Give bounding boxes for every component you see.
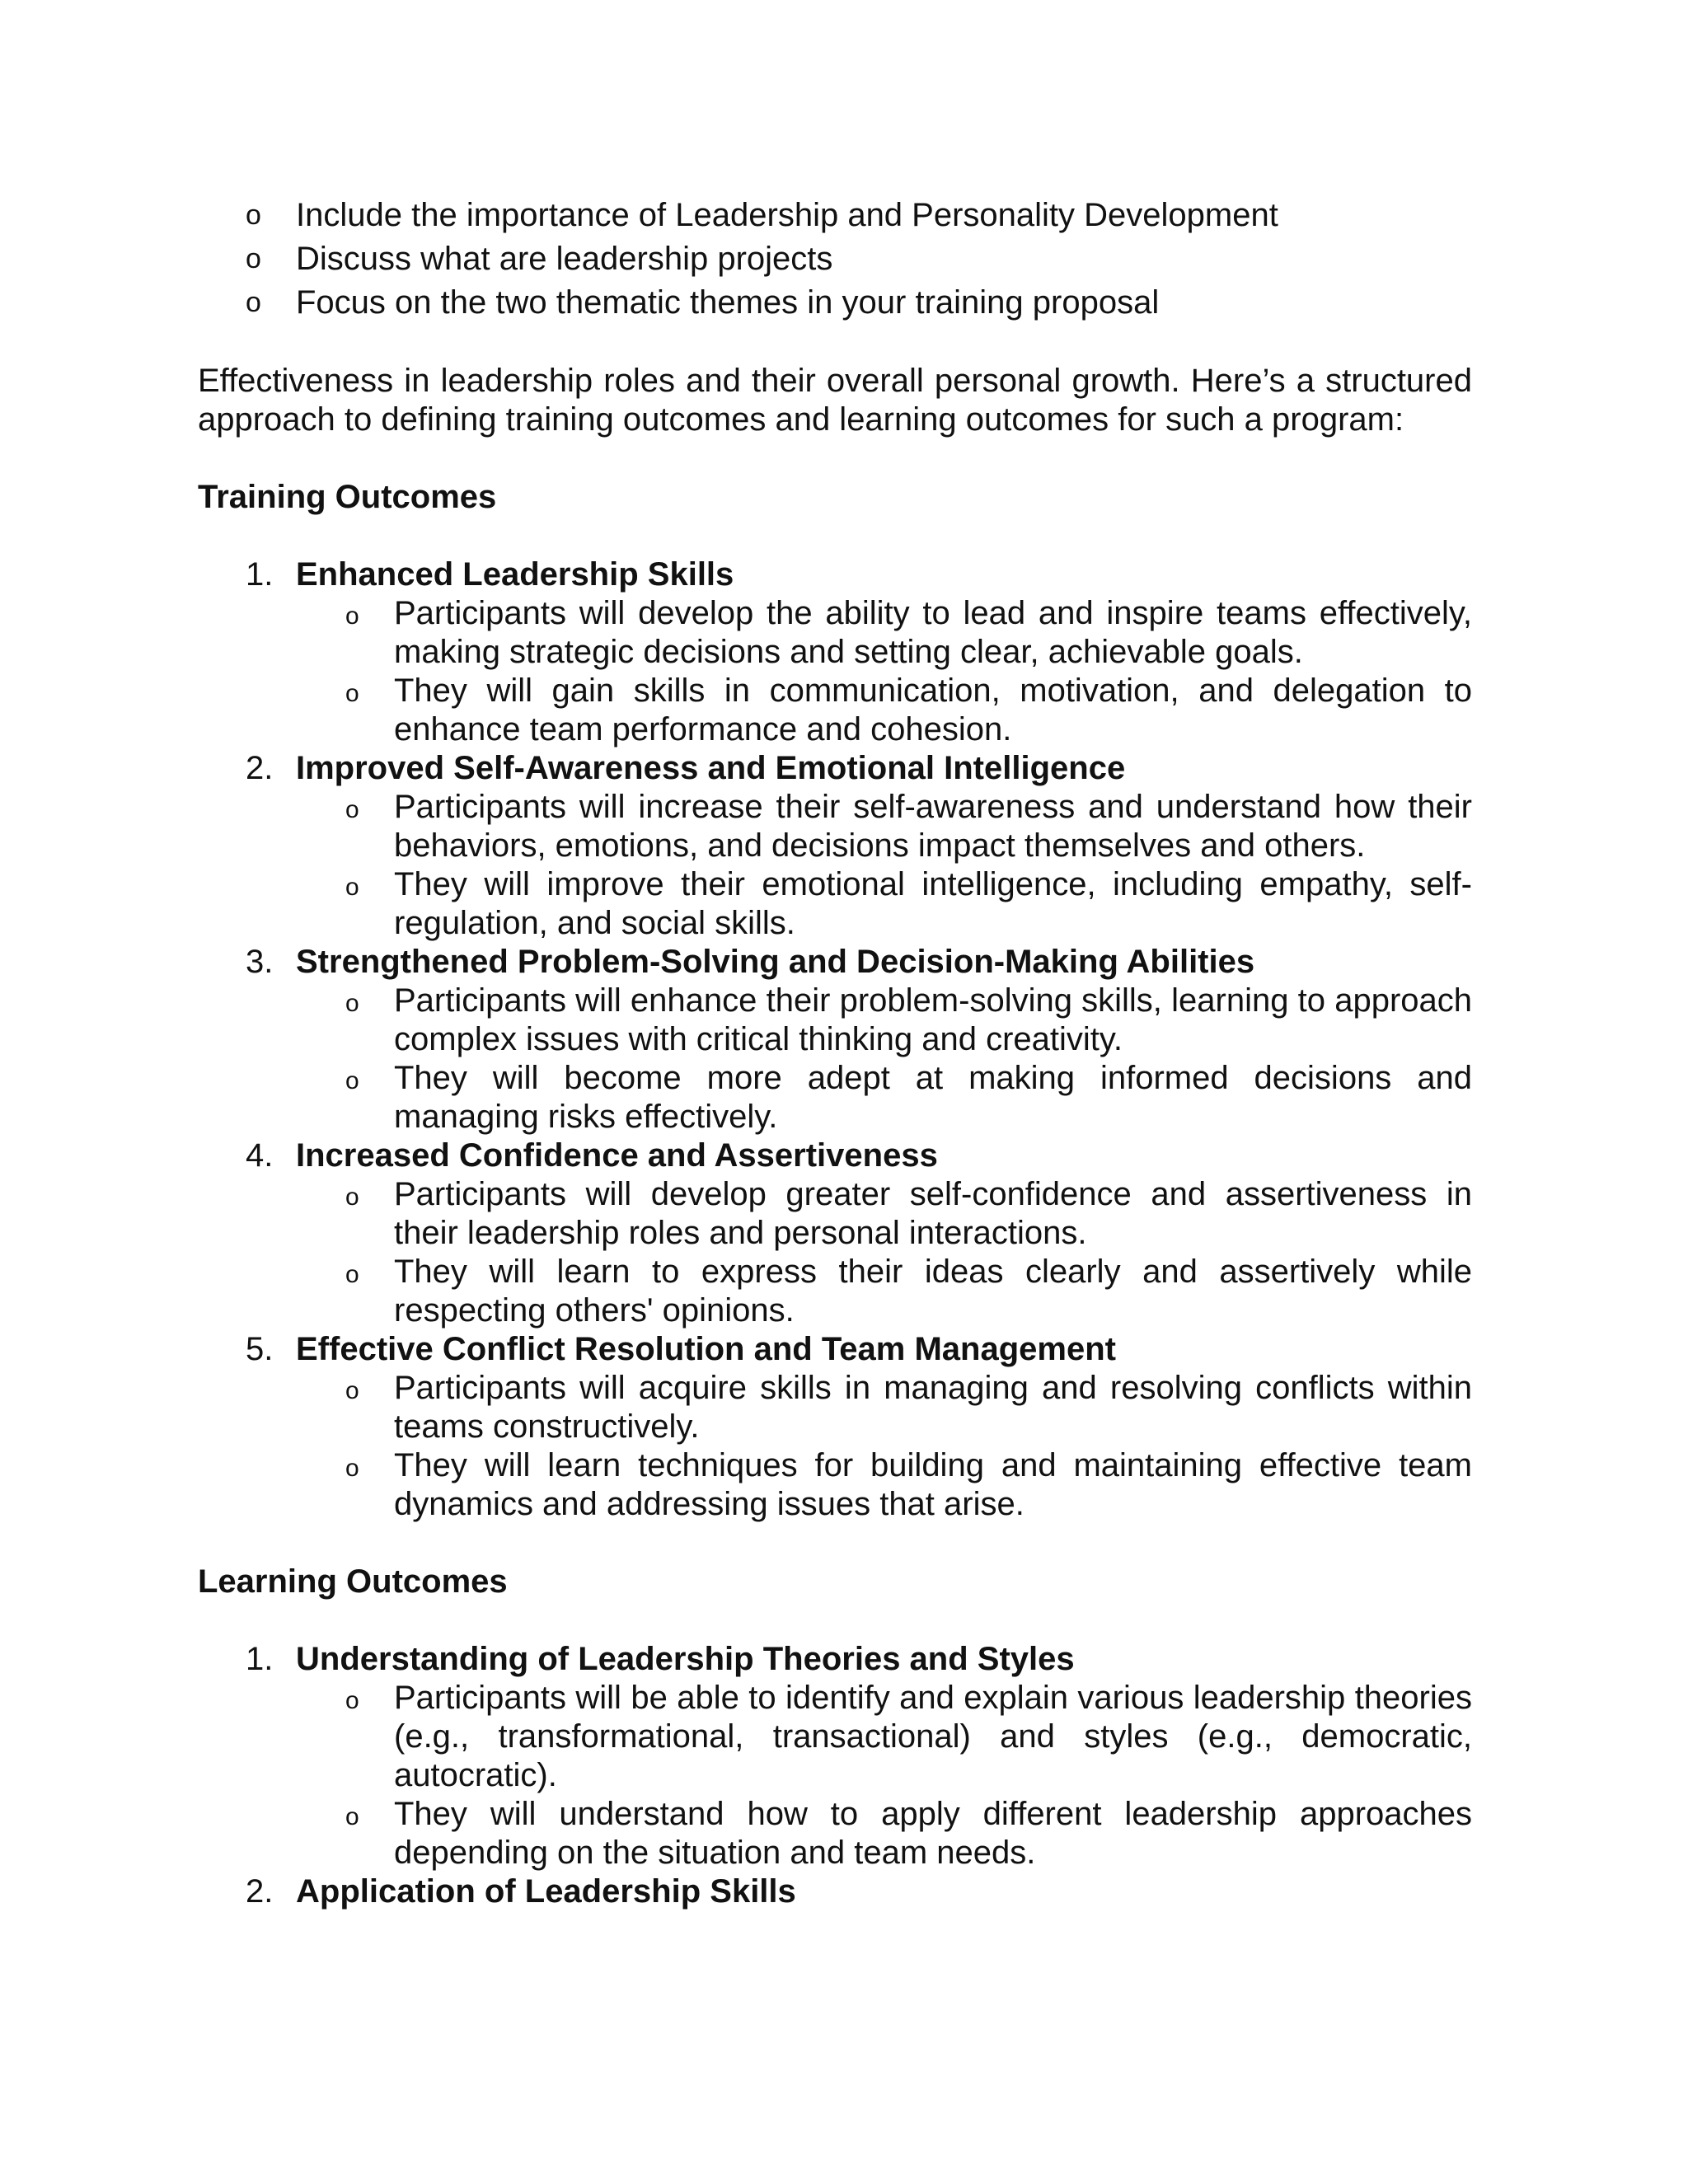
- list-item: o They will learn to express their ideas clearly and assertively while respecting others' opinions.: [345, 1254, 1472, 1329]
- list-item: o They will improve their emotional intelligence, including empathy, self-regulation, and social skills.: [345, 866, 1472, 941]
- item-number: 2.: [246, 750, 274, 786]
- bullet-icon: o: [345, 1803, 359, 1830]
- list-item: o Focus on the two thematic themes in your training proposal: [246, 284, 1160, 321]
- sub-bullet-list: [296, 1369, 1472, 1524]
- list-item: o Participants will develop greater self-confidence and assertiveness in their leadership roles and personal interactions.: [345, 1176, 1472, 1251]
- bullet-icon: o: [345, 1377, 359, 1404]
- item-number: 3.: [246, 944, 274, 980]
- list-item: o They will learn techniques for building and maintaining effective team dynamics and addressing issues that arise.: [345, 1447, 1472, 1522]
- list-item: o Participants will acquire skills in managing and resolving conflicts within teams constructively.: [345, 1370, 1472, 1445]
- learning-outcomes-heading: Learning Outcomes: [198, 1563, 508, 1600]
- sub-bullet-list: [296, 1175, 1472, 1330]
- intro-bullet-list: [198, 196, 1472, 322]
- outcome-item: [198, 749, 1472, 943]
- training-outcomes-list: [198, 555, 1472, 1524]
- item-number: 5.: [246, 1331, 274, 1367]
- list-item: o They will understand how to apply different leadership approaches depending on the situation and team needs.: [345, 1796, 1472, 1871]
- bullet-icon: o: [345, 1261, 359, 1288]
- list-item: o Participants will be able to identify and explain various leadership theories (e.g., transformational, transactional) and styles (e.g., democratic, autocratic).: [345, 1680, 1472, 1793]
- sub-bullet-list: [296, 594, 1472, 749]
- bullet-icon: o: [345, 796, 359, 823]
- item-title: Strengthened Problem-Solving and Decision-Making Abilities: [296, 944, 1255, 980]
- bullet-icon: o: [345, 874, 359, 901]
- bullet-icon: o: [345, 680, 359, 707]
- item-number: 4.: [246, 1137, 274, 1174]
- bullet-icon: o: [345, 1067, 359, 1094]
- item-title: Application of Leadership Skills: [296, 1873, 796, 1910]
- sub-bullet-list: [296, 982, 1472, 1137]
- bullet-icon: o: [345, 1455, 359, 1482]
- bullet-icon: o: [246, 199, 261, 231]
- bullet-icon: o: [345, 1183, 359, 1211]
- item-title: Understanding of Leadership Theories and Styles: [296, 1641, 1075, 1677]
- item-title: Improved Self-Awareness and Emotional Intelligence: [296, 750, 1126, 786]
- item-number: 1.: [246, 1641, 274, 1677]
- list-item: o Participants will increase their self-awareness and understand how their behaviors, emotions, and decisions impact themselves and others.: [345, 789, 1472, 864]
- list-item: o Include the importance of Leadership and Personality Development: [246, 197, 1278, 233]
- item-title: Enhanced Leadership Skills: [296, 556, 734, 593]
- item-title: Increased Confidence and Assertiveness: [296, 1137, 938, 1174]
- learning-outcomes-list: [198, 1640, 1472, 1911]
- sub-bullet-list: [296, 788, 1472, 943]
- training-outcomes-heading: Training Outcomes: [198, 479, 497, 515]
- sub-bullet-list: [296, 1679, 1472, 1872]
- document-content: [198, 196, 1472, 1911]
- outcome-item: [198, 555, 1472, 749]
- list-item: o They will become more adept at making informed decisions and managing risks effectively.: [345, 1060, 1472, 1135]
- bullet-icon: o: [345, 990, 359, 1017]
- item-title: Effective Conflict Resolution and Team Management: [296, 1331, 1116, 1367]
- outcome-item: [198, 1137, 1472, 1330]
- outcome-item: [198, 1640, 1472, 1872]
- bullet-icon: o: [246, 243, 261, 274]
- outcome-item: [198, 1872, 1472, 1911]
- bullet-icon: o: [345, 602, 359, 630]
- list-item: o Participants will develop the ability to lead and inspire teams effectively, making strategic decisions and setting clear, achievable goals.: [345, 595, 1472, 670]
- item-number: 1.: [246, 556, 274, 593]
- outcome-item: [198, 943, 1472, 1137]
- item-number: 2.: [246, 1873, 274, 1910]
- outcome-item: [198, 1330, 1472, 1524]
- intro-paragraph: Effectiveness in leadership roles and their overall personal growth. Here’s a structured approach to defining training outcomes and learning outcomes for such a program:: [198, 363, 1472, 438]
- list-item: o Discuss what are leadership projects: [246, 241, 833, 277]
- list-item: o Participants will enhance their problem-solving skills, learning to approach complex issues with critical thinking and creativity.: [345, 982, 1472, 1057]
- list-item: o They will gain skills in communication, motivation, and delegation to enhance team performance and cohesion.: [345, 673, 1472, 748]
- bullet-icon: o: [345, 1687, 359, 1714]
- bullet-icon: o: [246, 287, 261, 318]
